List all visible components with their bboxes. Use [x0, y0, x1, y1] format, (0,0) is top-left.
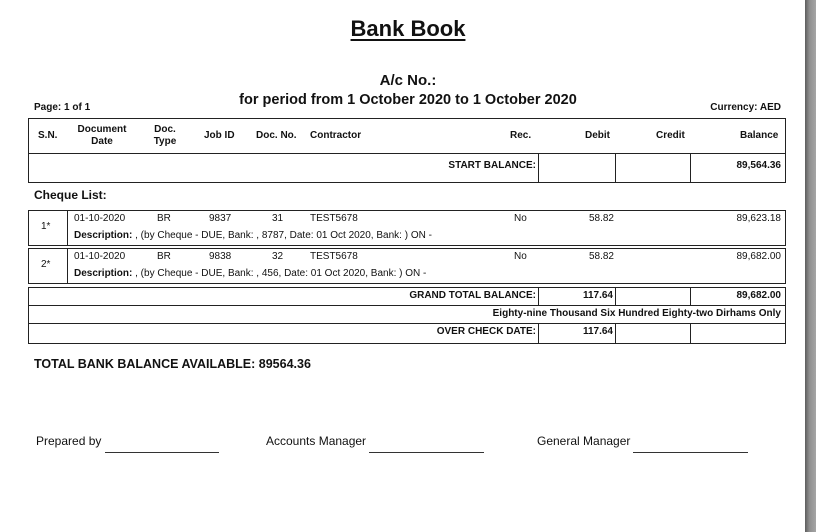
row-contractor: TEST5678 — [310, 251, 358, 262]
general-manager-signature-line — [633, 452, 748, 453]
totals-block — [28, 287, 786, 344]
description-text: , (by Cheque - DUE, Bank: , 8787, Date: 01 Oct 2020, Bank: ) ON - — [135, 230, 432, 241]
grand-total-balance: 89,682.00 — [736, 290, 781, 301]
total-bank-balance-available: TOTAL BANK BALANCE AVAILABLE: 89564.36 — [34, 357, 311, 371]
start-balance-label: START BALANCE: — [448, 160, 536, 171]
row-balance: 89,682.00 — [736, 251, 781, 262]
table-row — [28, 210, 786, 246]
over-check-date-label: OVER CHECK DATE: — [436, 326, 536, 337]
prepared-by-label: Prepared by — [36, 434, 102, 448]
report-title: Bank Book — [350, 16, 466, 41]
row-sn: 1* — [41, 221, 51, 232]
row-date: 01-10-2020 — [74, 251, 126, 262]
row-rec: No — [514, 213, 527, 224]
col-header-document-date: Document Date — [77, 124, 127, 147]
col-header-contractor: Contractor — [310, 130, 362, 141]
row-description — [74, 268, 426, 279]
grand-total-label: GRAND TOTAL BALANCE: — [409, 290, 536, 301]
start-balance-row — [28, 153, 786, 183]
description-label: Description: — [74, 230, 133, 241]
col-header-balance: Balance — [740, 130, 779, 141]
report-period: for period from 1 October 2020 to 1 October 2020 — [239, 92, 577, 108]
grand-total-debit: 117.64 — [582, 290, 613, 301]
row-description — [74, 230, 432, 241]
row-rec: No — [514, 251, 527, 262]
col-header-credit: Credit — [656, 130, 685, 141]
description-text: , (by Cheque - DUE, Bank: , 456, Date: 01 Oct 2020, Bank: ) ON - — [135, 268, 427, 279]
row-debit: 58.82 — [588, 251, 614, 262]
row-debit: 58.82 — [588, 213, 614, 224]
row-doc-type: BR — [157, 251, 171, 262]
row-date: 01-10-2020 — [74, 213, 126, 224]
accounts-manager-signature-line — [369, 452, 484, 453]
row-job-id: 9838 — [209, 251, 232, 262]
row-doc-no: 31 — [272, 213, 284, 224]
currency-label: Currency: AED — [710, 102, 781, 113]
general-manager-label: General Manager — [537, 434, 631, 448]
accounts-manager-label: Accounts Manager — [266, 434, 367, 448]
col-header-doc-type: Doc. Type — [153, 124, 177, 147]
row-balance: 89,623.18 — [736, 213, 781, 224]
amount-in-words: Eighty-nine Thousand Six Hundred Eighty-two Dirhams Only — [492, 308, 781, 319]
page-number: Page: 1 of 1 — [34, 102, 91, 113]
column-header-row — [28, 118, 786, 154]
prepared-by-signature-line — [105, 452, 219, 453]
col-header-doc-no: Doc. No. — [256, 130, 297, 141]
row-doc-type: BR — [157, 213, 171, 224]
viewer-background — [805, 0, 816, 532]
col-header-sn: S.N. — [38, 130, 58, 141]
col-header-debit: Debit — [585, 130, 610, 141]
cheque-list-heading: Cheque List: — [34, 188, 107, 202]
over-check-date-debit: 117.64 — [582, 326, 613, 337]
description-label: Description: — [74, 268, 133, 279]
row-job-id: 9837 — [209, 213, 232, 224]
table-row — [28, 248, 786, 284]
row-contractor: TEST5678 — [310, 213, 358, 224]
col-header-job-id: Job ID — [204, 130, 235, 141]
row-doc-no: 32 — [272, 251, 284, 262]
col-header-rec: Rec. — [510, 130, 532, 141]
account-number-label: A/c No.: — [379, 72, 437, 89]
row-sn: 2* — [41, 259, 51, 270]
start-balance-value: 89,564.36 — [736, 160, 781, 171]
